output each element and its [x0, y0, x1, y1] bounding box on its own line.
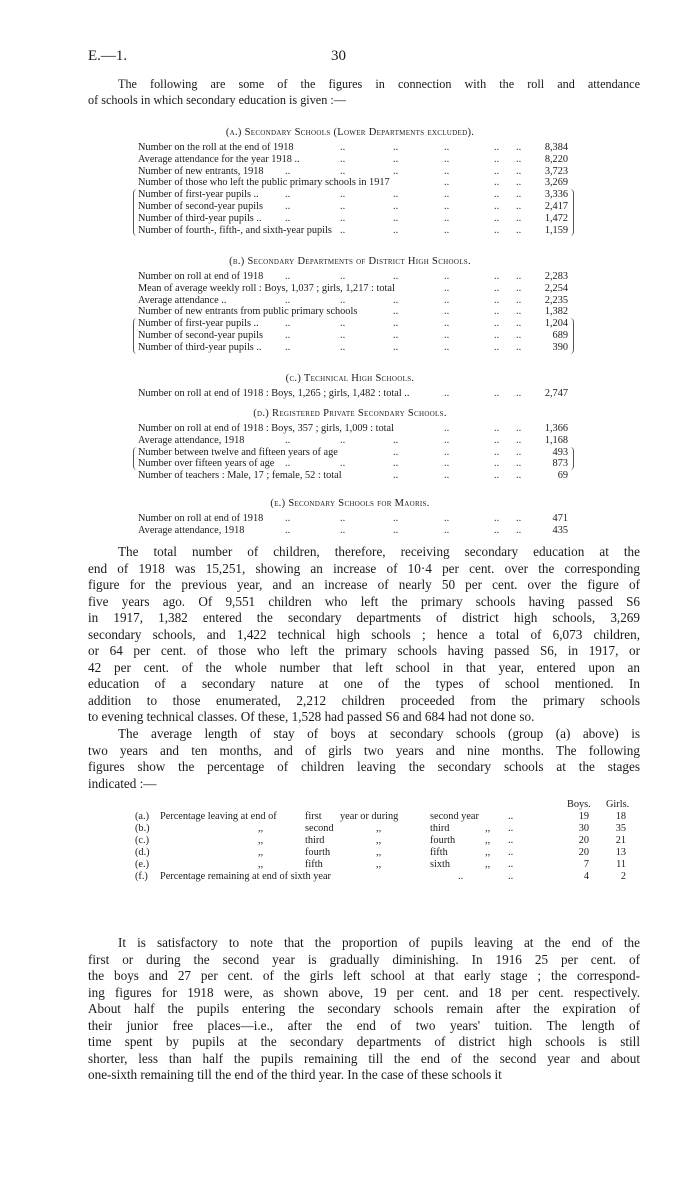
leader-dots: .. — [494, 306, 500, 318]
leader-dots: .. — [285, 318, 291, 330]
stat-label: Number of third-year pupils .. — [138, 341, 262, 353]
value-girls: 13 — [615, 847, 626, 858]
row-key: (f.) — [135, 871, 148, 882]
row-key: (a.) — [135, 811, 150, 822]
leader-dots: .. — [494, 470, 500, 482]
row-stage-start: fifth — [305, 859, 323, 870]
stat-value: 1,159 — [544, 224, 568, 236]
leader-dots: .. — [516, 388, 522, 399]
text-line: five years ago. Of 9,551 children who left the primary schools having passed S6 — [88, 593, 640, 609]
text-line: time spent by pupils at the secondary departments of district high schools is still — [88, 1034, 640, 1049]
leader-dots: .. — [285, 201, 291, 212]
leader-dots: .. — [516, 513, 522, 524]
group-brace — [570, 447, 574, 471]
leader-dots: .. — [340, 212, 346, 224]
leader-dots: .. — [444, 470, 450, 482]
stat-value: 1,382 — [544, 306, 568, 318]
leader-dots: .. — [508, 835, 514, 846]
leader-dots: .. — [393, 434, 399, 446]
text-line: their junior free places—i.e., after the end of two years' tuition. The length of — [88, 1017, 640, 1033]
value-girls: 18 — [615, 811, 626, 822]
stat-row — [138, 342, 568, 354]
leader-dots: .. — [494, 189, 500, 201]
leader-dots: .. — [444, 224, 450, 236]
row-text: Percentage remaining at end of sixth year — [160, 871, 331, 882]
leader-dots: .. — [516, 306, 522, 318]
row-ditto: ,, — [376, 847, 382, 858]
leader-dots: .. — [516, 212, 522, 224]
leader-dots: .. — [444, 446, 450, 458]
leader-dots: .. — [393, 142, 399, 153]
stat-label: Number of third-year pupils .. — [138, 212, 262, 224]
series-code: E.—1. — [88, 48, 128, 64]
leader-dots: .. — [494, 318, 500, 330]
leader-dots: .. — [516, 282, 522, 294]
table-row — [130, 847, 660, 859]
leader-dots: .. — [494, 165, 500, 177]
leader-dots: .. — [444, 318, 450, 330]
leader-dots: .. — [494, 294, 500, 306]
row-text: Percentage leaving at end of — [160, 811, 277, 822]
leader-dots: .. — [393, 306, 399, 318]
value-girls: 2 — [620, 871, 626, 882]
stat-row — [138, 435, 568, 447]
stat-row — [138, 388, 568, 400]
table-row — [130, 823, 660, 835]
stat-label: Number of first-year pupils .. — [138, 318, 259, 330]
stat-value: 69 — [557, 470, 568, 482]
leader-dots: .. — [458, 871, 464, 882]
text-line: one-sixth remaining till the end of the third year. In the case of these schools it — [88, 1067, 502, 1082]
stat-value: 471 — [552, 513, 568, 524]
row-key: (d.) — [135, 847, 150, 858]
header-boys: Boys. — [567, 799, 591, 810]
leader-dots: .. — [340, 458, 346, 470]
stat-label: Number on the roll at the end of 1918 — [138, 142, 294, 153]
leader-dots: .. — [393, 189, 399, 201]
stat-row — [138, 154, 568, 166]
text-line: education of a secondary nature at one of the types of school mentioned. In — [88, 676, 640, 691]
text-line: first or during the second year is gradually diminishing. In 1916 25 per cent. of — [88, 951, 640, 967]
stat-label: Number of second-year pupils — [138, 330, 263, 341]
stat-row — [138, 447, 568, 459]
row-ditto: ,, — [485, 835, 491, 846]
row-ditto: ,, — [376, 823, 382, 834]
leader-dots: .. — [393, 470, 399, 482]
row-ditto: ,, — [258, 835, 264, 846]
row-stage-end: fourth — [430, 835, 456, 846]
stat-value: 8,384 — [544, 142, 568, 153]
leader-dots: .. — [444, 201, 450, 212]
leader-dots: .. — [285, 330, 291, 341]
group-brace — [570, 318, 574, 353]
page-number: 30 — [331, 48, 346, 64]
text-line: of schools in which secondary education is given :— — [88, 92, 346, 107]
stat-value: 8,220 — [544, 153, 568, 165]
leader-dots: .. — [494, 224, 500, 236]
leader-dots: .. — [393, 271, 399, 282]
stat-value: 689 — [552, 330, 568, 341]
leader-dots: .. — [393, 201, 399, 212]
leader-dots: .. — [393, 165, 399, 177]
leader-dots: .. — [444, 330, 450, 341]
row-stage-start: second — [305, 823, 334, 834]
stat-label: Average attendance, 1918 — [138, 434, 245, 446]
leader-dots: .. — [340, 318, 346, 330]
leader-dots: .. — [393, 330, 399, 341]
stat-value: 3,269 — [544, 177, 568, 189]
stat-row — [138, 306, 568, 318]
paragraph-leaving-trend — [88, 935, 640, 1084]
text-line: The following are some of the figures in connection with the roll and attendance — [118, 77, 640, 91]
row-key: (c.) — [135, 835, 150, 846]
stat-row — [138, 189, 568, 201]
leader-dots: .. — [508, 871, 514, 882]
paragraph-length-of-stay — [88, 726, 640, 792]
stat-row — [138, 142, 568, 154]
row-key: (e.) — [135, 859, 150, 870]
stat-row — [138, 213, 568, 225]
text-line: About half the pupils entering the secondary schools remain after the expiration of — [88, 1001, 640, 1016]
leader-dots: .. — [340, 294, 346, 306]
leader-dots: .. — [393, 294, 399, 306]
value-girls: 21 — [615, 835, 626, 846]
leader-dots: .. — [393, 318, 399, 330]
header-girls: Girls. — [606, 799, 630, 810]
leader-dots: .. — [444, 513, 450, 524]
value-girls: 35 — [615, 823, 626, 834]
leader-dots: .. — [444, 142, 450, 153]
leader-dots: .. — [340, 330, 346, 341]
leader-dots: .. — [516, 177, 522, 189]
section-title: (a.) Secondary Schools (Lower Departments excluded). — [225, 127, 475, 138]
leader-dots: .. — [516, 524, 522, 536]
text-line: in 1917, 1,382 entered the secondary departments of district high schools, 3,269 — [88, 610, 640, 625]
leader-dots: .. — [516, 341, 522, 353]
stat-value: 1,366 — [544, 423, 568, 434]
row-mid-text: year or during — [340, 811, 399, 822]
stat-row — [138, 225, 568, 237]
text-line: figures show the percentage of children leaving the secondary schools at the stages — [88, 759, 640, 774]
stat-value: 493 — [552, 446, 568, 458]
stat-label: Number of new entrants, 1918 — [138, 165, 264, 177]
stat-value: 2,235 — [544, 294, 568, 306]
leader-dots: .. — [494, 434, 500, 446]
leader-dots: .. — [340, 271, 346, 282]
value-boys: 20 — [578, 847, 589, 858]
leader-dots: .. — [516, 458, 522, 470]
stat-row — [138, 470, 568, 482]
leader-dots: .. — [444, 423, 450, 434]
row-stage-end: fifth — [430, 847, 448, 858]
table-row — [130, 871, 660, 883]
table-header-row — [130, 799, 660, 811]
stat-value: 2,417 — [544, 201, 568, 212]
stat-label: Average attendance for the year 1918 .. — [138, 153, 300, 165]
row-key: (b.) — [135, 823, 150, 834]
leader-dots: .. — [494, 271, 500, 282]
leader-dots: .. — [494, 153, 500, 165]
text-line: or 64 per cent. of those who left the primary schools having passed S6, in 1917, or — [88, 643, 640, 658]
leader-dots: .. — [494, 513, 500, 524]
text-line: two years and ten months, and of girls two years and nine months. The following — [88, 742, 640, 758]
stat-row — [138, 201, 568, 213]
leader-dots: .. — [393, 524, 399, 536]
leader-dots: .. — [516, 318, 522, 330]
leader-dots: .. — [444, 271, 450, 282]
stat-row — [138, 330, 568, 342]
row-ditto: ,, — [258, 823, 264, 834]
text-line: The average length of stay of boys at secondary schools (group (a) above) is — [118, 726, 640, 741]
leader-dots: .. — [516, 201, 522, 212]
text-line: shorter, less than half the pupils remaining till the end of the second year and about — [88, 1050, 640, 1066]
leader-dots: .. — [516, 271, 522, 282]
stat-value: 3,336 — [544, 189, 568, 201]
leader-dots: .. — [494, 341, 500, 353]
leader-dots: .. — [516, 189, 522, 201]
stat-row — [138, 423, 568, 435]
leader-dots: .. — [444, 341, 450, 353]
table-row — [130, 811, 660, 823]
leader-dots: .. — [444, 212, 450, 224]
section-title: (c.) Technical High Schools. — [285, 373, 415, 384]
leader-dots: .. — [393, 513, 399, 524]
row-stage-start: fourth — [305, 847, 331, 858]
stat-label: Number of those who left the public primary schools in 1917 — [138, 177, 390, 189]
stat-label: Number on roll at end of 1918 : Boys, 1,265 ; girls, 1,482 : total .. — [138, 388, 410, 399]
leader-dots: .. — [285, 165, 291, 177]
leader-dots: .. — [444, 434, 450, 446]
leader-dots: .. — [444, 524, 450, 536]
group-brace — [133, 318, 137, 353]
row-stage-start: third — [305, 835, 325, 846]
leader-dots: .. — [340, 513, 346, 524]
leader-dots: .. — [508, 811, 514, 822]
leader-dots: .. — [393, 446, 399, 458]
leader-dots: .. — [285, 294, 291, 306]
leader-dots: .. — [393, 153, 399, 165]
value-boys: 30 — [578, 823, 589, 834]
stat-value: 1,472 — [544, 212, 568, 224]
stat-value: 3,723 — [544, 165, 568, 177]
row-ditto: ,, — [376, 859, 382, 870]
text-line: ing figures for 1918 were, as shown above, 19 per cent. and 18 per cent. respectively. — [88, 984, 640, 1000]
stat-label: Number between twelve and fifteen years of age — [138, 446, 338, 458]
leader-dots: .. — [494, 142, 500, 153]
stat-row — [138, 283, 568, 295]
leader-dots: .. — [285, 341, 291, 353]
leader-dots: .. — [516, 446, 522, 458]
leader-dots: .. — [393, 458, 399, 470]
leader-dots: .. — [340, 434, 346, 446]
leader-dots: .. — [516, 153, 522, 165]
text-line: It is satisfactory to note that the proportion of pupils leaving at the end of the — [118, 935, 640, 950]
value-boys: 19 — [578, 811, 589, 822]
leader-dots: .. — [393, 224, 399, 236]
stat-value: 1,204 — [544, 318, 568, 330]
stat-label: Average attendance, 1918 — [138, 524, 245, 536]
leader-dots: .. — [285, 189, 291, 201]
stat-value: 2,283 — [544, 271, 568, 282]
stat-label: Average attendance .. — [138, 294, 227, 306]
leader-dots: .. — [393, 212, 399, 224]
leader-dots: .. — [494, 388, 500, 399]
leader-dots: .. — [508, 847, 514, 858]
leader-dots: .. — [393, 341, 399, 353]
row-ditto: ,, — [258, 859, 264, 870]
row-stage-start: first — [305, 811, 322, 822]
stat-row — [138, 295, 568, 307]
table-row — [130, 859, 660, 871]
leader-dots: .. — [494, 458, 500, 470]
stat-row — [138, 177, 568, 189]
row-ditto: ,, — [258, 847, 264, 858]
table-row — [130, 835, 660, 847]
intro-paragraph — [88, 77, 640, 108]
leader-dots: .. — [340, 524, 346, 536]
leader-dots: .. — [516, 470, 522, 482]
leader-dots: .. — [516, 294, 522, 306]
value-boys: 7 — [583, 859, 589, 870]
leader-dots: .. — [340, 201, 346, 212]
leader-dots: .. — [494, 201, 500, 212]
value-girls: 11 — [616, 859, 626, 870]
leader-dots: .. — [444, 177, 450, 189]
stat-label: Number of first-year pupils .. — [138, 189, 259, 201]
leader-dots: .. — [444, 165, 450, 177]
stat-label: Number over fifteen years of age — [138, 458, 275, 470]
leader-dots: .. — [516, 165, 522, 177]
stat-label: Number of teachers : Male, 17 ; female, 52 : total — [138, 470, 342, 482]
stat-row — [138, 318, 568, 330]
stat-row — [138, 166, 568, 178]
stat-label: Number of second-year pupils — [138, 201, 263, 212]
leader-dots: .. — [516, 224, 522, 236]
stat-value: 2,254 — [544, 282, 568, 294]
row-stage-end: third — [430, 823, 450, 834]
text-line: addition to those enumerated, 2,212 children proceeded from the primary schools — [88, 692, 640, 708]
stat-value: 390 — [552, 341, 568, 353]
text-line: the boys and 27 per cent. of the girls left school at that early stage ; the correspond- — [88, 968, 640, 983]
leader-dots: .. — [516, 423, 522, 434]
row-ditto: ,, — [485, 847, 491, 858]
leader-dots: .. — [494, 282, 500, 294]
row-ditto: ,, — [485, 823, 491, 834]
stat-label: Number on roll at end of 1918 — [138, 271, 264, 282]
stat-label: Number on roll at end of 1918 : Boys, 357 ; girls, 1,009 : total — [138, 423, 394, 434]
leader-dots: .. — [516, 330, 522, 341]
section-title: (d.) Registered Private Secondary Schools. — [253, 408, 447, 419]
leader-dots: .. — [340, 189, 346, 201]
leader-dots: .. — [508, 823, 514, 834]
leader-dots: .. — [494, 524, 500, 536]
stat-label: Mean of average weekly roll : Boys, 1,037 ; girls, 1,217 : total — [138, 282, 395, 294]
leader-dots: .. — [285, 458, 291, 470]
stat-label: Number on roll at end of 1918 — [138, 513, 264, 524]
stat-value: 2,747 — [544, 388, 568, 399]
paragraph-totals — [88, 544, 640, 726]
leader-dots: .. — [340, 142, 346, 153]
section-title: (e.) Secondary Schools for Maoris. — [270, 498, 430, 509]
leader-dots: .. — [444, 306, 450, 318]
row-stage-end: second year — [430, 811, 479, 822]
stat-label: Number of new entrants from public primary schools — [138, 306, 358, 318]
leader-dots: .. — [340, 341, 346, 353]
leader-dots: .. — [444, 294, 450, 306]
text-line: end of 1918 was 15,251, showing an increase of 10·4 per cent. over the corresponding — [88, 560, 640, 576]
row-ditto: ,, — [376, 835, 382, 846]
stat-row — [138, 271, 568, 283]
stat-label: Number of fourth-, fifth-, and sixth-year pupils — [138, 224, 332, 236]
leader-dots: .. — [494, 330, 500, 341]
group-brace — [133, 189, 137, 236]
row-ditto: ,, — [485, 859, 491, 870]
value-boys: 4 — [583, 871, 589, 882]
leader-dots: .. — [516, 142, 522, 153]
value-boys: 20 — [578, 835, 589, 846]
leader-dots: .. — [444, 458, 450, 470]
leader-dots: .. — [285, 524, 291, 536]
group-brace — [570, 189, 574, 236]
leader-dots: .. — [340, 224, 346, 236]
group-brace — [133, 447, 137, 471]
stat-value: 873 — [552, 458, 568, 470]
text-line: to evening technical classes. Of these, 1,528 had passed S6 and 684 had not done so. — [88, 709, 535, 724]
stat-value: 435 — [552, 524, 568, 536]
leader-dots: .. — [494, 446, 500, 458]
text-line: indicated :— — [88, 775, 157, 791]
leader-dots: .. — [444, 189, 450, 201]
text-line: figure for the previous year, and an increase of nearly 50 per cent. over the figure of — [88, 577, 640, 592]
text-line: 42 per cent. of the whole number that left school in that year, entered upon an — [88, 659, 640, 675]
leader-dots: .. — [340, 153, 346, 165]
section-title: (b.) Secondary Departments of District High Schools. — [229, 256, 471, 267]
leader-dots: .. — [494, 212, 500, 224]
stat-value: 1,168 — [544, 434, 568, 446]
stat-row — [138, 525, 568, 537]
leader-dots: .. — [444, 388, 450, 399]
leader-dots: .. — [340, 165, 346, 177]
leader-dots: .. — [508, 859, 514, 870]
leader-dots: .. — [516, 434, 522, 446]
text-line: The total number of children, therefore, receiving secondary education at the — [118, 544, 640, 559]
leader-dots: .. — [444, 282, 450, 294]
leader-dots: .. — [494, 177, 500, 189]
leader-dots: .. — [285, 434, 291, 446]
leader-dots: .. — [285, 271, 291, 282]
leader-dots: .. — [285, 212, 291, 224]
stat-row — [138, 513, 568, 525]
leader-dots: .. — [494, 423, 500, 434]
leader-dots: .. — [444, 153, 450, 165]
leader-dots: .. — [285, 513, 291, 524]
stat-row — [138, 458, 568, 470]
text-line: secondary schools, and 1,422 technical high schools ; hence a total of 6,073 children, — [88, 626, 640, 642]
row-stage-end: sixth — [430, 859, 451, 870]
